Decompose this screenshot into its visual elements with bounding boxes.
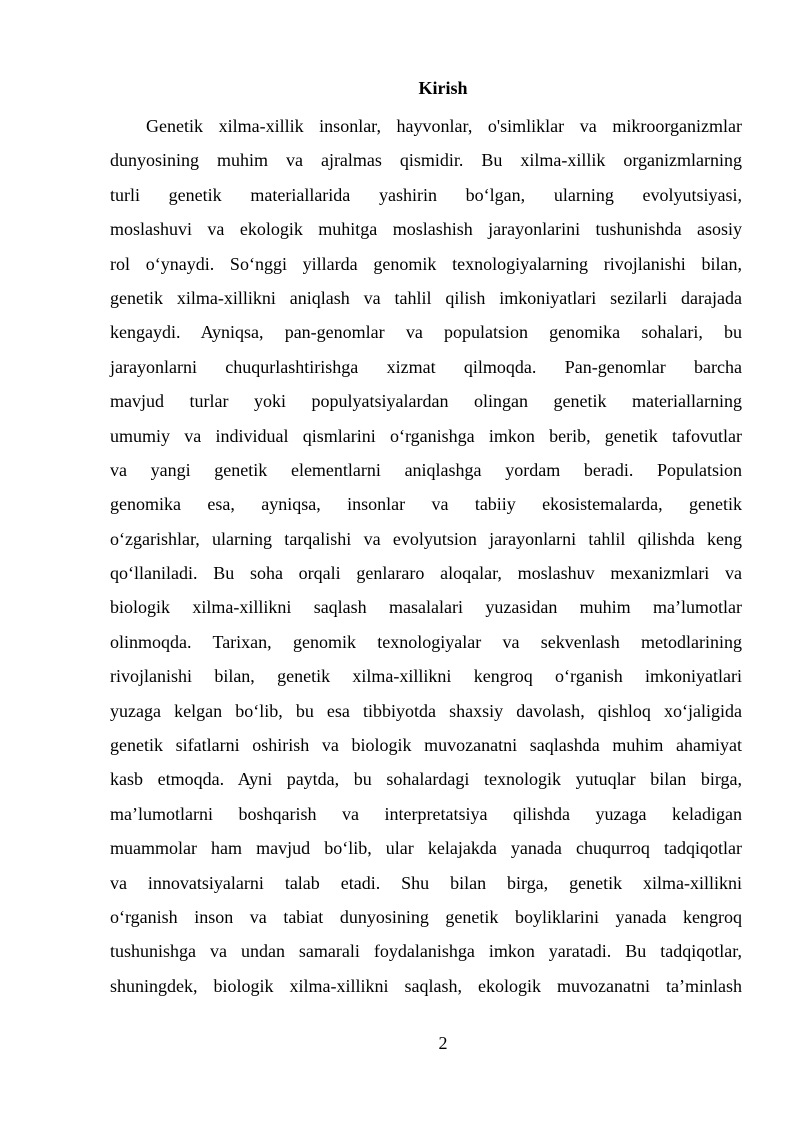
paragraph-line: genetik xilma-xillikni aniqlash va tahlil qilish imkoniyatlari sezilarli darajada <box>110 287 742 308</box>
body-paragraph <box>110 109 742 1003</box>
paragraph-line: o‘zgarishlar, ularning tarqalishi va evolyutsion jarayonlarni tahlil qilishda keng <box>110 528 742 549</box>
page-number: 2 <box>438 1033 448 1053</box>
paragraph-line: jarayonlarni chuqurlashtirishga xizmat qilmoqda. Pan-genomlar barcha <box>110 356 742 377</box>
paragraph-line: dunyosining muhim va ajralmas qismidir. Bu xilma-xillik organizmlarning <box>110 150 742 171</box>
paragraph-line: ma’lumotlarni boshqarish va interpretatsiya qilishda yuzaga keladigan <box>110 803 742 824</box>
paragraph-line: genetik sifatlarni oshirish va biologik muvozanatni saqlashda muhim ahamiyat <box>110 735 742 756</box>
paragraph-line: kengaydi. Ayniqsa, pan-genomlar va populatsion genomika sohalari, bu <box>110 322 742 343</box>
paragraph-line: yuzaga kelgan bo‘lib, bu esa tibbiyotda shaxsiy davolash, qishloq xo‘jaligida <box>110 700 742 721</box>
section-title: Kirish <box>418 78 468 98</box>
paragraph-line: qo‘llaniladi. Bu soha orqali genlararo aloqalar, moslashuv mexanizmlari va <box>110 563 742 584</box>
paragraph-line: olinmoqda. Tarixan, genomik texnologiyalar va sekvenlash metodlarining <box>110 631 742 652</box>
paragraph-line: kasb etmoqda. Ayni paytda, bu sohalardagi texnologik yutuqlar bilan birga, <box>110 769 742 790</box>
paragraph-line: va yangi genetik elementlarni aniqlashga yordam beradi. Populatsion <box>110 459 742 480</box>
paragraph-line: va innovatsiyalarni talab etadi. Shu bilan birga, genetik xilma-xillikni <box>110 872 742 893</box>
paragraph-line: o‘rganish inson va tabiat dunyosining genetik boyliklarini yanada kengroq <box>110 906 742 927</box>
paragraph-line: shuningdek, biologik xilma-xillikni saqlash, ekologik muvozanatni ta’minlash <box>110 975 742 996</box>
paragraph-line: moslashuvi va ekologik muhitga moslashish jarayonlarini tushunishda asosiy <box>110 219 742 240</box>
paragraph-line: rol o‘ynaydi. So‘nggi yillarda genomik texnologiyalarning rivojlanishi bilan, <box>110 253 742 274</box>
paragraph-line: biologik xilma-xillikni saqlash masalalari yuzasidan muhim ma’lumotlar <box>110 597 742 618</box>
paragraph-line: turli genetik materiallarida yashirin bo‘lgan, ularning evolyutsiyasi, <box>110 184 742 205</box>
paragraph-line: umumiy va individual qismlarini o‘rganishga imkon berib, genetik tafovutlar <box>110 425 742 446</box>
paragraph-line: mavjud turlar yoki populyatsiyalardan olingan genetik materiallarning <box>110 391 742 412</box>
paragraph-line: muammolar ham mavjud bo‘lib, ular kelajakda yanada chuqurroq tadqiqotlar <box>110 838 742 859</box>
paragraph-line: rivojlanishi bilan, genetik xilma-xillikni kengroq o‘rganish imkoniyatlari <box>110 666 742 687</box>
paragraph-line: tushunishga va undan samarali foydalanishga imkon yaratadi. Bu tadqiqotlar, <box>110 941 742 962</box>
paragraph-line: genomika esa, ayniqsa, insonlar va tabiiy ekosistemalarda, genetik <box>110 494 742 515</box>
paragraph-line: Genetik xilma-xillik insonlar, hayvonlar, o'simliklar va mikroorganizmlar <box>146 116 742 136</box>
